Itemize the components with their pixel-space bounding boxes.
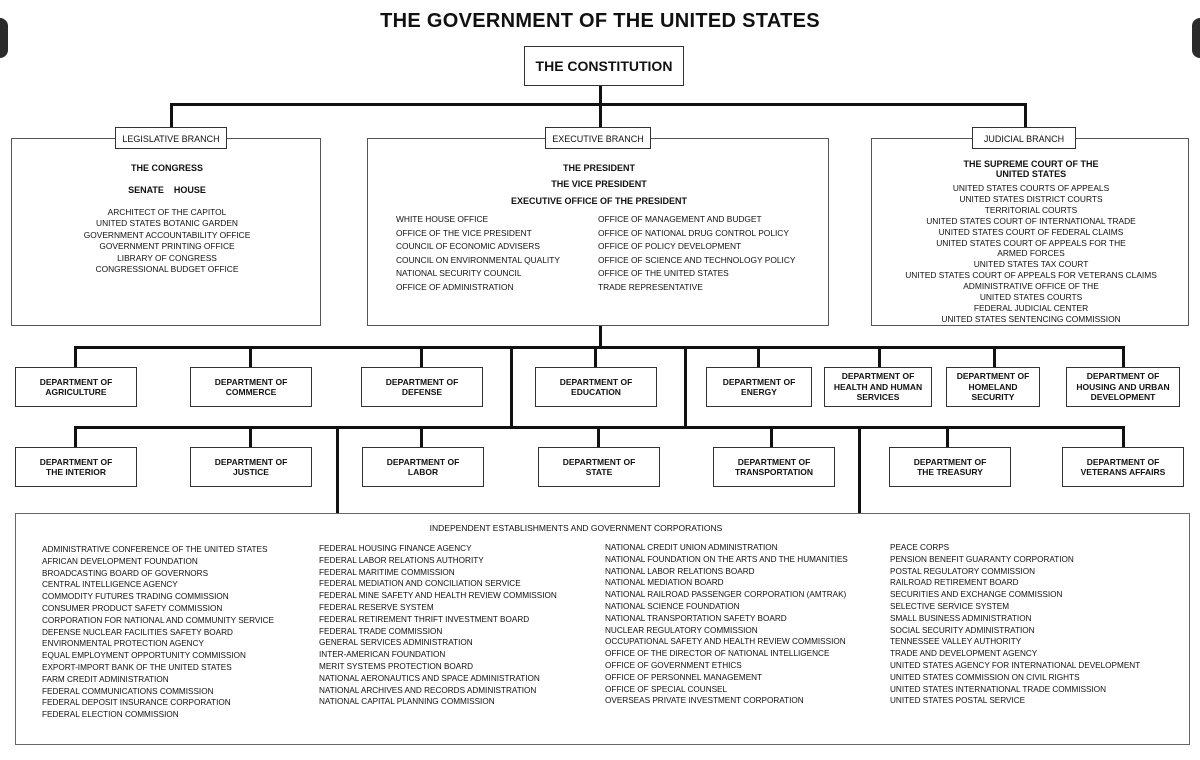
list-item: SECURITIES AND EXCHANGE COMMISSION [890, 590, 1063, 600]
vice-president-heading: THE VICE PRESIDENT [551, 179, 647, 189]
supreme-court-heading: THE SUPREME COURT OF THE UNITED STATES [963, 159, 1099, 179]
list-item: FEDERAL JUDICIAL CENTER [973, 302, 1089, 313]
list-item: OFFICE OF THE UNITED STATES [598, 268, 729, 279]
connector-line [249, 346, 252, 368]
list-item: OCCUPATIONAL SAFETY AND HEALTH REVIEW COMMISSION [605, 637, 846, 647]
list-item: UNITED STATES COURT OF APPEALS FOR THE [936, 237, 1126, 248]
connector-line [597, 426, 600, 448]
list-item: FARM CREDIT ADMINISTRATION [42, 674, 169, 684]
list-item: NATIONAL FOUNDATION ON THE ARTS AND THE HUMANITIES [605, 554, 848, 564]
dept-interior: DEPARTMENT OF THE INTERIOR [15, 447, 137, 487]
list-item: EQUAL EMPLOYMENT OPPORTUNITY COMMISSION [42, 651, 246, 661]
independent-col-3 [605, 542, 848, 707]
independent-col-2 [319, 543, 557, 708]
list-item: POSTAL REGULATORY COMMISSION [890, 566, 1035, 576]
list-item: WHITE HOUSE OFFICE [396, 214, 489, 224]
dept-hud: DEPARTMENT OF HOUSING AND URBAN DEVELOPMENT [1066, 367, 1180, 407]
list-item: SELECTIVE SERVICE SYSTEM [890, 601, 1010, 611]
connector-line [74, 426, 77, 448]
list-item: NATIONAL CREDIT UNION ADMINISTRATION [605, 543, 778, 552]
independent-col-1 [42, 544, 274, 721]
connector-line [1122, 426, 1125, 448]
executive-branch-box [367, 138, 829, 326]
list-item: OFFICE OF THE DIRECTOR OF NATIONAL INTELLIGENCE [605, 649, 830, 659]
dept-state: DEPARTMENT OF STATE [538, 447, 660, 487]
list-item: UNITED STATES SENTENCING COMMISSION [941, 313, 1121, 324]
connector-line [594, 346, 597, 368]
list-item: OFFICE OF ADMINISTRATION [396, 281, 514, 292]
list-item: FEDERAL RETIREMENT THRIFT INVESTMENT BOARD [319, 614, 530, 624]
list-item: MERIT SYSTEMS PROTECTION BOARD [319, 661, 474, 671]
list-item: DEFENSE NUCLEAR FACILITIES SAFETY BOARD [42, 627, 233, 637]
list-item: ARMED FORCES [997, 248, 1065, 259]
list-item: PENSION BENEFIT GUARANTY CORPORATION [890, 554, 1074, 564]
legislative-branch-label: LEGISLATIVE BRANCH [115, 127, 227, 149]
list-item: UNITED STATES DISTRICT COURTS [959, 193, 1103, 204]
judicial-court-list [872, 183, 1190, 325]
dept-defense: DEPARTMENT OF DEFENSE [361, 367, 483, 407]
list-item: UNITED STATES INTERNATIONAL TRADE COMMISSION [890, 684, 1107, 694]
list-item: FEDERAL MARITIME COMMISSION [319, 567, 455, 577]
list-item: OFFICE OF GOVERNMENT ETHICS [605, 660, 742, 670]
connector-line [993, 346, 996, 368]
list-item: FEDERAL MINE SAFETY AND HEALTH REVIEW COMMISSION [319, 591, 557, 601]
connector-line [510, 346, 513, 428]
dept-labor: DEPARTMENT OF LABOR [362, 447, 484, 487]
list-item: NUCLEAR REGULATORY COMMISSION [605, 625, 758, 635]
chambers-label: SENATE HOUSE [128, 185, 206, 195]
list-item: UNITED STATES TAX COURT [973, 259, 1089, 270]
list-item: COUNCIL ON ENVIRONMENTAL QUALITY [396, 254, 560, 265]
list-item: RAILROAD RETIREMENT BOARD [890, 578, 1019, 588]
dept-agriculture: DEPARTMENT OF AGRICULTURE [15, 367, 137, 407]
list-item: TENNESSEE VALLEY AUTHORITY [890, 637, 1022, 647]
list-item: OFFICE OF NATIONAL DRUG CONTROL POLICY [598, 227, 789, 238]
list-item: OVERSEAS PRIVATE INVESTMENT CORPORATION [605, 696, 804, 706]
connector-line [74, 346, 1124, 349]
list-item: ARCHITECT OF THE CAPITOL [107, 207, 227, 217]
list-item: FEDERAL RESERVE SYSTEM [319, 602, 434, 612]
page-title: THE GOVERNMENT OF THE UNITED STATES [380, 10, 820, 32]
list-item: TRADE AND DEVELOPMENT AGENCY [890, 649, 1038, 659]
list-item: TERRITORIAL COURTS [984, 204, 1078, 215]
list-item: OFFICE OF THE VICE PRESIDENT [396, 227, 532, 238]
list-item: FEDERAL ELECTION COMMISSION [42, 710, 179, 720]
list-item: CORPORATION FOR NATIONAL AND COMMUNITY SERVICE [42, 615, 275, 625]
list-item: OFFICE OF MANAGEMENT AND BUDGET [598, 214, 762, 224]
connector-line [770, 426, 773, 448]
eop-list-right [598, 213, 795, 295]
list-item: TRADE REPRESENTATIVE [598, 281, 703, 292]
list-item: UNITED STATES BOTANIC GARDEN [96, 218, 238, 229]
list-item: LIBRARY OF CONGRESS [117, 252, 217, 263]
dept-hhs: DEPARTMENT OF HEALTH AND HUMAN SERVICES [824, 367, 932, 407]
connector-line [878, 346, 881, 368]
list-item: OFFICE OF SCIENCE AND TECHNOLOGY POLICY [598, 254, 796, 265]
independent-col-4 [890, 542, 1140, 707]
list-item: UNITED STATES COURTS OF APPEALS [952, 183, 1110, 193]
dept-commerce: DEPARTMENT OF COMMERCE [190, 367, 312, 407]
list-item: OFFICE OF POLICY DEVELOPMENT [598, 241, 742, 252]
dept-energy: DEPARTMENT OF ENERGY [706, 367, 812, 407]
connector-line [599, 103, 602, 128]
list-item: UNITED STATES COURT OF FEDERAL CLAIMS [938, 226, 1124, 237]
dept-education: DEPARTMENT OF EDUCATION [535, 367, 657, 407]
list-item: NATIONAL MEDIATION BOARD [605, 578, 724, 588]
connector-line [599, 86, 602, 104]
list-item: CONGRESSIONAL BUDGET OFFICE [95, 264, 239, 275]
connector-line [170, 103, 1026, 106]
list-item: OFFICE OF PERSONNEL MANAGEMENT [605, 672, 763, 682]
list-item: GENERAL SERVICES ADMINISTRATION [319, 638, 473, 648]
list-item: FEDERAL DEPOSIT INSURANCE CORPORATION [42, 698, 231, 708]
list-item: NATIONAL SCIENCE FOUNDATION [605, 601, 740, 611]
list-item: AFRICAN DEVELOPMENT FOUNDATION [42, 556, 198, 566]
connector-line [946, 426, 949, 448]
list-item: NATIONAL AERONAUTICS AND SPACE ADMINISTRATION [319, 673, 540, 683]
list-item: NATIONAL CAPITAL PLANNING COMMISSION [319, 697, 495, 707]
list-item: FEDERAL LABOR RELATIONS AUTHORITY [319, 555, 484, 565]
judicial-branch-label: JUDICIAL BRANCH [972, 127, 1076, 149]
list-item: GOVERNMENT ACCOUNTABILITY OFFICE [83, 229, 251, 240]
connector-line [170, 103, 173, 128]
judicial-branch-box [871, 138, 1189, 326]
legislative-branch-box [11, 138, 321, 326]
constitution-box: THE CONSTITUTION [524, 46, 684, 86]
list-item: COMMODITY FUTURES TRADING COMMISSION [42, 592, 229, 602]
list-item: UNITED STATES COMMISSION ON CIVIL RIGHTS [890, 672, 1080, 682]
dept-treasury: DEPARTMENT OF THE TREASURY [889, 447, 1011, 487]
list-item: BROADCASTING BOARD OF GOVERNORS [42, 568, 209, 578]
list-item: SMALL BUSINESS ADMINISTRATION [890, 613, 1032, 623]
connector-line [1024, 103, 1027, 128]
legislative-agency-list [12, 207, 322, 275]
connector-line [1122, 346, 1125, 368]
list-item: FEDERAL TRADE COMMISSION [319, 626, 443, 636]
connector-line [684, 346, 687, 428]
list-item: UNITED STATES POSTAL SERVICE [890, 696, 1026, 706]
list-item: NATIONAL LABOR RELATIONS BOARD [605, 566, 755, 576]
list-item: UNITED STATES COURT OF INTERNATIONAL TRADE [926, 215, 1136, 226]
connector-line [420, 426, 423, 448]
dept-justice: DEPARTMENT OF JUSTICE [190, 447, 312, 487]
independent-establishments-box [15, 513, 1190, 745]
list-item: ADMINISTRATIVE CONFERENCE OF THE UNITED STATES [42, 545, 268, 554]
list-item: PEACE CORPS [890, 543, 950, 552]
list-item: CENTRAL INTELLIGENCE AGENCY [42, 580, 178, 590]
list-item: FEDERAL HOUSING FINANCE AGENCY [319, 544, 472, 553]
list-item: FEDERAL MEDIATION AND CONCILIATION SERVICE [319, 579, 521, 589]
dept-transportation: DEPARTMENT OF TRANSPORTATION [713, 447, 835, 487]
list-item: GOVERNMENT PRINTING OFFICE [99, 241, 235, 252]
connector-line [757, 346, 760, 368]
independent-title: INDEPENDENT ESTABLISHMENTS AND GOVERNMENT CORPORATIONS [429, 523, 723, 533]
connector-line [599, 325, 602, 347]
list-item: NATIONAL ARCHIVES AND RECORDS ADMINISTRATION [319, 685, 537, 695]
list-item: NATIONAL SECURITY COUNCIL [396, 268, 522, 279]
eop-heading: EXECUTIVE OFFICE OF THE PRESIDENT [510, 196, 688, 206]
list-item: NATIONAL RAILROAD PASSENGER CORPORATION (AMTRAK) [605, 590, 847, 600]
list-item: CONSUMER PRODUCT SAFETY COMMISSION [42, 603, 223, 613]
president-heading: THE PRESIDENT [562, 163, 635, 173]
list-item: UNITED STATES AGENCY FOR INTERNATIONAL DEVELOPMENT [890, 660, 1141, 670]
connector-line [420, 346, 423, 368]
connector-line [74, 346, 77, 368]
congress-heading: THE CONGRESS [130, 163, 203, 173]
list-item: FEDERAL COMMUNICATIONS COMMISSION [42, 686, 214, 696]
list-item: ENVIRONMENTAL PROTECTION AGENCY [42, 639, 204, 649]
dept-homeland-security: DEPARTMENT OF HOMELAND SECURITY [946, 367, 1040, 407]
list-item: EXPORT-IMPORT BANK OF THE UNITED STATES [42, 662, 232, 672]
connector-line [249, 426, 252, 448]
connector-line [858, 426, 861, 514]
list-item: NATIONAL TRANSPORTATION SAFETY BOARD [605, 613, 787, 623]
dept-veterans-affairs: DEPARTMENT OF VETERANS AFFAIRS [1062, 447, 1184, 487]
list-item: SOCIAL SECURITY ADMINISTRATION [890, 625, 1035, 635]
list-item: UNITED STATES COURTS [979, 292, 1083, 303]
list-item: UNITED STATES COURT OF APPEALS FOR VETERANS CLAIMS [905, 270, 1157, 281]
list-item: INTER-AMERICAN FOUNDATION [319, 650, 446, 660]
list-item: ADMINISTRATIVE OFFICE OF THE [963, 281, 1099, 292]
executive-branch-label: EXECUTIVE BRANCH [545, 127, 651, 149]
connector-line [336, 426, 339, 514]
list-item: COUNCIL OF ECONOMIC ADVISERS [396, 241, 540, 252]
eop-list-left [396, 213, 560, 295]
list-item: OFFICE OF SPECIAL COUNSEL [605, 684, 728, 694]
